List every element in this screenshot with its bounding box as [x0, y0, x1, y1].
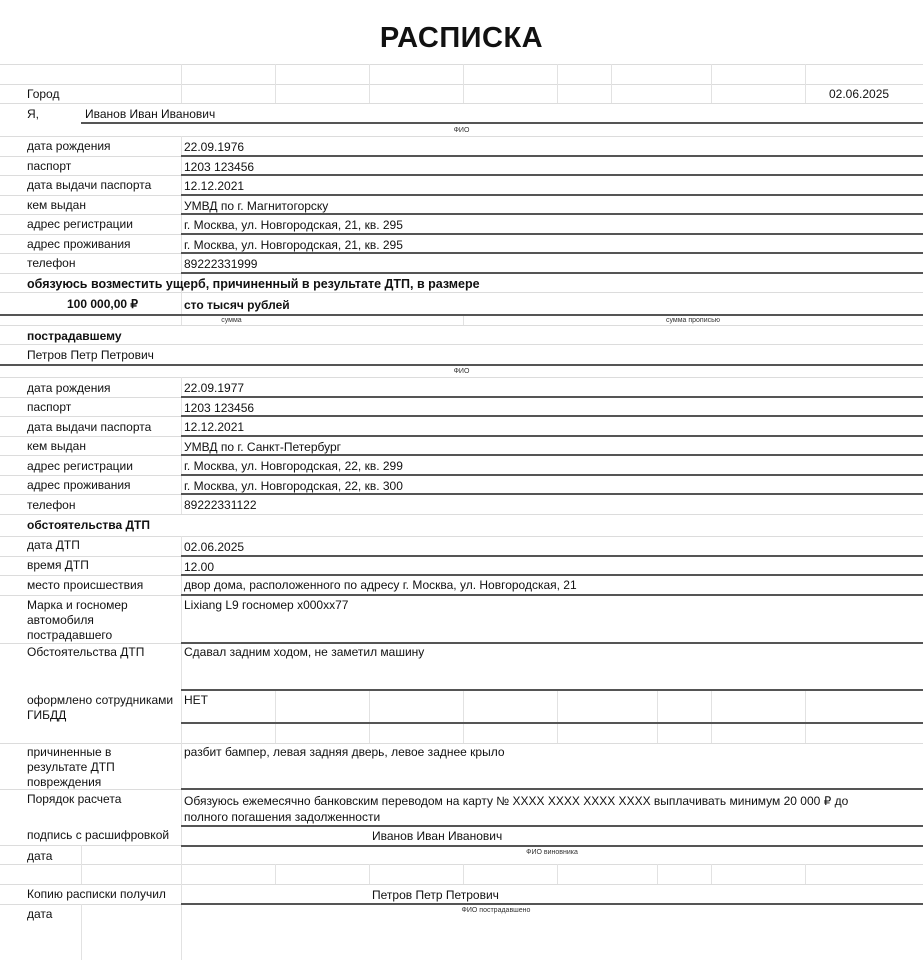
payment-value[interactable]: Обязуюсь ежемесячно банковским переводом на карту № XXXX XXXX XXXX XXXX выплачивать минимум 20 000 ₽ до полного погашения задолженности: [184, 794, 849, 824]
field-label: адрес проживания: [27, 237, 131, 251]
debtor-caption: ФИО виновника: [526, 849, 578, 856]
field-label: телефон: [27, 256, 76, 270]
field-label: паспорт: [27, 159, 72, 173]
payment-label: Порядок расчета: [27, 792, 122, 806]
obligation-text: обязуюсь возместить ущерб, причиненный в результате ДТП, в размере: [27, 277, 480, 291]
police-value[interactable]: НЕТ: [184, 693, 208, 707]
field-label: кем выдан: [27, 439, 86, 453]
victim-name[interactable]: Петров Петр Петрович: [27, 348, 154, 362]
amount-words[interactable]: сто тысяч рублей: [184, 298, 290, 312]
amount-caption: сумма: [221, 317, 242, 324]
document-date[interactable]: 02.06.2025: [829, 87, 890, 101]
victim-name-caption: ФИО: [453, 368, 470, 375]
police-label: оформлено сотрудниками ГИБДД: [27, 693, 174, 722]
amount-value[interactable]: 100 000,00 ₽: [67, 297, 139, 311]
copy-date-label: дата: [27, 907, 53, 921]
field-value[interactable]: 12.12.2021: [184, 420, 245, 434]
field-label: паспорт: [27, 400, 72, 414]
debtor-name[interactable]: Иванов Иван Иванович: [85, 107, 216, 121]
accident-place-label: место происшествия: [27, 578, 144, 592]
field-value[interactable]: УМВД по г. Санкт-Петербург: [184, 440, 342, 454]
field-label: дата выдачи паспорта: [27, 178, 152, 192]
sign-label: подпись с расшифровкой: [27, 828, 170, 842]
field-value[interactable]: 12.12.2021: [184, 179, 245, 193]
sign-date-label: дата: [27, 849, 53, 863]
field-label: дата рождения: [27, 139, 111, 153]
accident-time[interactable]: 12.00: [184, 560, 215, 574]
victim-heading: пострадавшему: [27, 329, 122, 343]
field-label: дата выдачи паспорта: [27, 420, 152, 434]
accident-date-label: дата ДТП: [27, 538, 80, 552]
damage-label: причиненные в результате ДТП повреждения: [27, 745, 115, 789]
field-value[interactable]: 1203 123456: [184, 401, 255, 415]
accident-date[interactable]: 02.06.2025: [184, 540, 245, 554]
field-value[interactable]: УМВД по г. Магнитогорску: [184, 199, 329, 213]
field-value[interactable]: г. Москва, ул. Новгородская, 22, кв. 300: [184, 479, 403, 493]
accident-time-label: время ДТП: [27, 558, 89, 572]
circumstances-label: Обстоятельства ДТП: [27, 645, 145, 659]
copy-label: Копию расписки получил: [27, 887, 166, 901]
field-label: адрес проживания: [27, 478, 131, 492]
victim-caption: ФИО пострадавшено: [461, 907, 531, 914]
field-value[interactable]: 89222331999: [184, 257, 258, 271]
amount-words-caption: сумма прописью: [665, 317, 721, 324]
field-label: адрес регистрации: [27, 459, 133, 473]
accident-heading: обстоятельства ДТП: [27, 518, 150, 532]
accident-place[interactable]: двор дома, расположенного по адресу г. Москва, ул. Новгородская, 21: [184, 578, 577, 592]
field-value[interactable]: г. Москва, ул. Новгородская, 21, кв. 295: [184, 238, 403, 252]
debtor-name-caption: ФИО: [453, 127, 470, 134]
city-label: Город: [27, 87, 60, 101]
car-value[interactable]: Lixiang L9 госномер х000хх77: [184, 598, 349, 612]
car-label: Марка и госномер автомобиля пострадавшего: [27, 598, 128, 642]
field-label: адрес регистрации: [27, 217, 133, 231]
field-value[interactable]: г. Москва, ул. Новгородская, 22, кв. 299: [184, 459, 403, 473]
debtor-signature-name[interactable]: Иванов Иван Иванович: [372, 829, 503, 843]
field-value[interactable]: 22.09.1977: [184, 381, 245, 395]
field-value[interactable]: 22.09.1976: [184, 140, 245, 154]
damage-value[interactable]: разбит бампер, левая задняя дверь, левое заднее крыло: [184, 745, 505, 759]
document-title: РАСПИСКА: [379, 22, 544, 54]
field-label: кем выдан: [27, 198, 86, 212]
victim-signature-name[interactable]: Петров Петр Петрович: [372, 888, 499, 902]
field-value[interactable]: г. Москва, ул. Новгородская, 21, кв. 295: [184, 218, 403, 232]
field-label: дата рождения: [27, 381, 111, 395]
field-value[interactable]: 89222331122: [184, 498, 257, 512]
field-value[interactable]: 1203 123456: [184, 160, 255, 174]
debtor-intro: Я,: [27, 107, 39, 121]
field-label: телефон: [27, 498, 76, 512]
circumstances-value[interactable]: Сдавал задним ходом, не заметил машину: [184, 645, 425, 659]
